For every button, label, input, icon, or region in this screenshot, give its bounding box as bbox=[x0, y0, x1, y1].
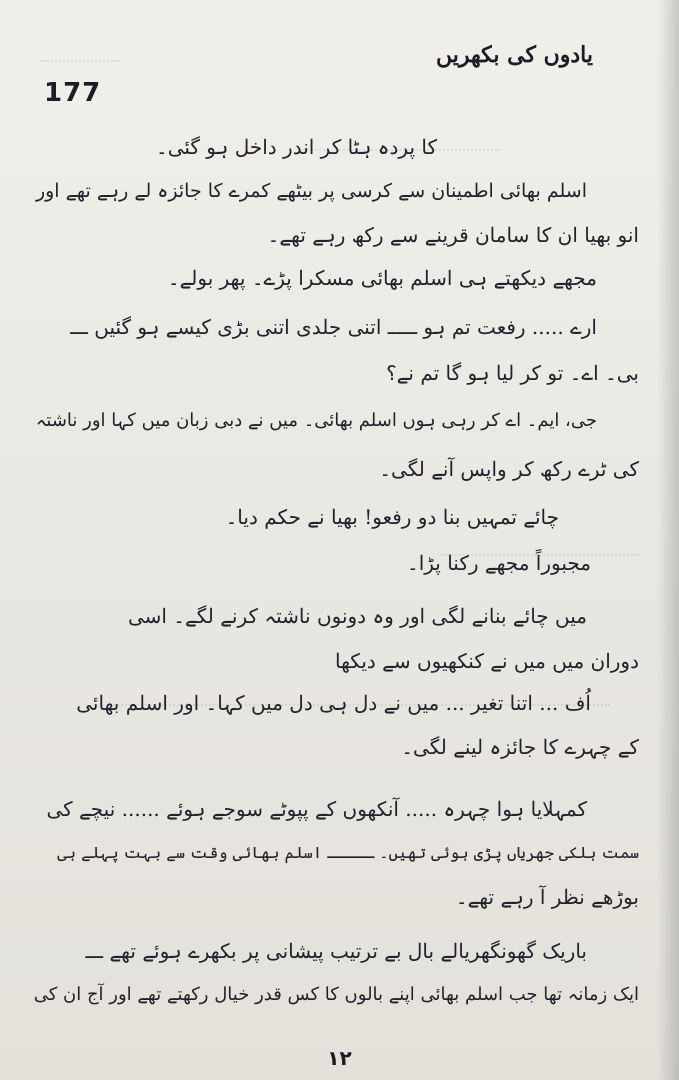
text-line: میں چائے بنانے لگی اور وہ دونوں ناشتہ کرنے لگے۔ اسی bbox=[127, 604, 587, 628]
text-line: مجبوراً مجھے رکنا پڑا۔ bbox=[406, 551, 591, 575]
text-line: مجھے دیکھتے ہی اسلم بھائی مسکرا پڑے۔ پھر بولے۔ bbox=[167, 266, 597, 290]
page-signature: ۱۲ bbox=[327, 1046, 352, 1070]
text-line: انو بھیا ان کا سامان قرینے سے رکھ رہے تھے۔ bbox=[267, 223, 639, 247]
page-edge-shadow bbox=[657, 0, 679, 1080]
text-line: دوران میں میں نے کنکھیوں سے دیکھا bbox=[334, 649, 639, 673]
text-line: کے چہرے کا جائزہ لینے لگی۔ bbox=[401, 735, 639, 759]
page-number: 177 bbox=[44, 78, 102, 108]
text-line: باریک گھونگھریالے بال بے ترتیب پیشانی پر بکھرے ہوئے تھے ـــ bbox=[85, 939, 587, 963]
text-line: سمت ہلکی جھریاں پڑی ہوئی تھیں۔ ـــــ اسلم بھائی وقت سے بہت پہلے ہی bbox=[57, 843, 639, 862]
show-through-mark bbox=[40, 40, 120, 62]
text-line: ارے ..... رفعت تم ہو ـــــ اتنی جلدی اتنی بڑی کیسے ہو گئیں ـــ bbox=[70, 315, 597, 339]
text-line: اُف ... اتنا تغیر ... میں نے دل ہی دل میں کہا۔ اور اسلم بھائی bbox=[76, 691, 591, 715]
text-line: کمہلایا ہوا چہرہ ..... آنکھوں کے پپوٹے سوجے ہوئے ...... نیچے کی bbox=[46, 797, 587, 821]
text-line: چائے تمہیں بنا دو رفعو! بھیا نے حکم دیا۔ bbox=[225, 505, 559, 529]
text-line: کا پردہ ہٹا کر اندر داخل ہو گئی۔ bbox=[156, 135, 437, 159]
text-line: اسلم بھائی اطمینان سے کرسی پر بیٹھے کمرے کا جائزہ لے رہے تھے اور bbox=[35, 180, 587, 202]
text-line: بی۔ اے۔ تو کر لیا ہو گا تم نے؟ bbox=[386, 361, 639, 385]
running-header-title: یادوں کی بکھریں bbox=[436, 42, 593, 68]
text-line: ایک زمانہ تھا جب اسلم بھائی اپنے بالوں کا کس قدر خیال رکھتے تھے اور آج ان کی bbox=[33, 984, 639, 1005]
text-line: جی، ایم۔ اے کر رہی ہوں اسلم بھائی۔ میں نے دبی زبان میں کہا اور ناشتہ bbox=[35, 410, 597, 431]
text-line: کی ٹرے رکھ کر واپس آنے لگی۔ bbox=[379, 457, 639, 481]
text-line: بوڑھے نظر آ رہے تھے۔ bbox=[455, 885, 639, 909]
